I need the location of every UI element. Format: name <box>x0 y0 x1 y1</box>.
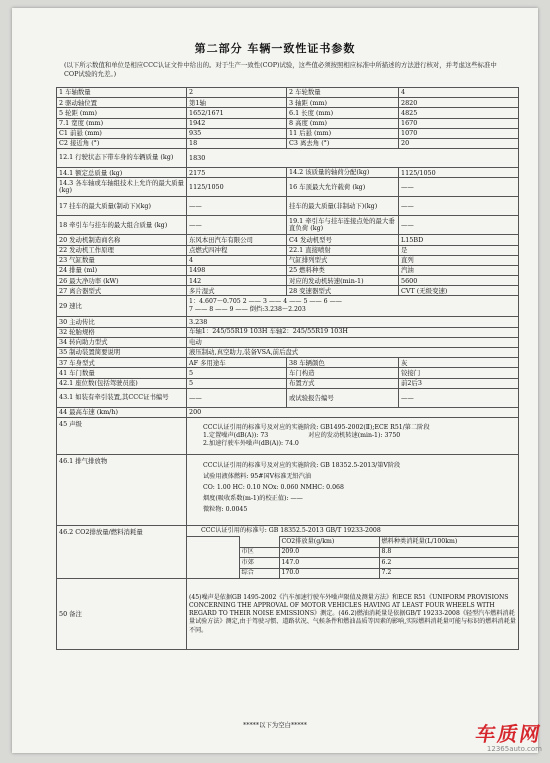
param-label: 34 转向助力型式 <box>57 337 187 347</box>
param-value: 多片湿式 <box>187 286 287 296</box>
param-value: 1670 <box>399 118 519 128</box>
param-value: CVT (无级变速) <box>399 286 519 296</box>
param-label: 38 车辆颜色 <box>287 358 399 368</box>
fuel-value: 6.2 <box>379 558 519 569</box>
param-label: 19.1 牵引车与挂车连接点处的最大垂直负荷 (kg) <box>287 216 399 235</box>
table-row <box>57 265 519 275</box>
param-value: AF 多用途车 <box>187 358 287 368</box>
noise-values <box>187 417 519 454</box>
table-row <box>57 348 519 358</box>
param-label: 11 后悬 (mm) <box>287 128 399 138</box>
gear-ratio-line2: 7 —— 8 —— 9 —— 倒挡:3.238～2.203 <box>189 306 306 314</box>
noise-line <box>189 432 516 440</box>
param-label: 17 挂车的最大质量(制动下)(kg) <box>57 197 187 216</box>
table-row <box>57 149 519 168</box>
param-label: 20 发动机制造商名称 <box>57 235 187 245</box>
param-value: 第1轴 <box>187 98 287 108</box>
param-label: 5 轮距 (mm) <box>57 108 187 118</box>
param-label: 挂车的最大质量(非制动下)(kg) <box>287 197 399 216</box>
param-value: —— <box>187 216 287 235</box>
param-value: 1125/1050 <box>399 168 519 178</box>
co2-row-label: 市郊 <box>239 558 279 569</box>
param-value: 18 <box>187 138 287 148</box>
co2-row <box>187 558 519 569</box>
param-value: 直列 <box>399 255 519 265</box>
param-value: 4 <box>187 255 287 265</box>
param-value: —— <box>399 216 519 235</box>
table-row <box>57 138 519 148</box>
param-label: 气缸排列型式 <box>287 255 399 265</box>
param-value: 5 <box>187 378 287 388</box>
param-label: 37 车身型式 <box>57 358 187 368</box>
param-label: C1 前悬 (mm) <box>57 128 187 138</box>
param-label: 22.1 直接喷射 <box>287 245 399 255</box>
param-value: 铰接门 <box>399 368 519 378</box>
param-value: 车轴1：245/55R19 103H 车轴2：245/55R19 103H <box>187 327 519 337</box>
watermark <box>473 718 544 753</box>
param-value: 4 <box>399 88 519 98</box>
watermark-url: 12365auto.com <box>486 745 542 753</box>
table-row <box>57 337 519 347</box>
emission-values: CO: 1.00 HC: 0.10 NOx: 0.060 NMHC: 0.068 <box>203 484 344 492</box>
table-row <box>57 235 519 245</box>
table-row <box>57 407 519 417</box>
table-row <box>57 368 519 378</box>
table-row <box>57 88 519 98</box>
param-label: 18 牵引车与挂车的最大组合质量 (kg) <box>57 216 187 235</box>
page-title: 第二部分 车辆一致性证书参数 <box>194 42 356 55</box>
param-label: 或试验报告编号 <box>287 388 399 407</box>
table-row <box>57 98 519 108</box>
fuel-value: 7.2 <box>379 568 519 578</box>
co2-header-row <box>187 536 519 547</box>
certificate-page <box>12 8 538 753</box>
co2-table <box>187 536 519 578</box>
param-value: 2175 <box>187 168 287 178</box>
table-row <box>57 327 519 337</box>
param-value: 1652/1671 <box>187 108 287 118</box>
blank-below-note: *****以下为空白***** <box>243 721 307 729</box>
table-row <box>57 417 519 454</box>
table-row <box>57 168 519 178</box>
param-label: 23 气缸数量 <box>57 255 187 265</box>
param-label: 6.1 长度 (mm) <box>287 108 399 118</box>
param-value: 5600 <box>399 276 519 286</box>
param-value: 灰 <box>399 358 519 368</box>
test-fuel: 试验用液体燃料: 95#国Ⅴ标准无铅汽油 <box>203 473 312 481</box>
table-row <box>57 286 519 296</box>
param-value: 142 <box>187 276 287 286</box>
param-value: 2 <box>187 88 287 98</box>
param-value: —— <box>399 197 519 216</box>
param-label: 14.2 该质量的轴荷分配(kg) <box>287 168 399 178</box>
param-value: 200 <box>187 407 519 417</box>
gear-ratio-line1: 1：4.607～0.705 2 —— 3 —— 4 —— 5 —— 6 —— <box>189 298 342 306</box>
fuel-col-header: 燃料种类消耗量(L/100km) <box>379 536 519 547</box>
param-value: —— <box>399 388 519 407</box>
noise-standard: CCC认证引用的标准号及对应的实施阶段: GB1495-2002(Ⅱ);ECE R51/第二阶段 <box>203 423 430 431</box>
param-label: 41 车门数量 <box>57 368 187 378</box>
param-label: 32 轮胎规格 <box>57 327 187 337</box>
param-label: 3 轴距 (mm) <box>287 98 399 108</box>
table-row <box>57 118 519 128</box>
param-value: 2820 <box>399 98 519 108</box>
param-value: —— <box>399 178 519 197</box>
param-value: 1125/1050 <box>187 178 287 197</box>
param-label: C3 离去角 (°) <box>287 138 399 148</box>
intro-note: (以下所示数值和单位是相应CCC认证文件中给出的。对于生产一致性(COP)试验，这些值必须按照相应标准中所描述的方法进行核对，并考虑这些标准中COP试验的允差。) <box>64 61 497 78</box>
param-value <box>187 296 519 317</box>
co2-row-label: 市区 <box>239 547 279 558</box>
param-label: 14.3 各车轴或车轴组技术上允许的最大质量 (kg) <box>57 178 187 197</box>
param-value: 1070 <box>399 128 519 138</box>
co2-row <box>187 547 519 558</box>
stationary-noise: 1.定置噪声(dB(A)): 73 <box>203 431 269 439</box>
param-label: 30 主动传比 <box>57 317 187 327</box>
table-row <box>57 525 519 578</box>
fuel-value: 8.8 <box>379 547 519 558</box>
param-label: 2 驱动轴位置 <box>57 98 187 108</box>
table-row <box>57 388 519 407</box>
co2-values <box>187 525 519 578</box>
param-value: 1498 <box>187 265 287 275</box>
param-value: 935 <box>187 128 287 138</box>
param-label: 46.2 CO2排放量/燃料消耗量 <box>57 525 187 578</box>
param-value: —— <box>187 197 287 216</box>
table-row <box>57 378 519 388</box>
param-label: 14.1 额定总质量 (kg) <box>57 168 187 178</box>
param-label: 42.1 座位数(包括驾驶员座) <box>57 378 187 388</box>
watermark-logo: 车质网 <box>473 722 544 746</box>
param-label: 对应的发动机转速(min-1) <box>287 276 399 286</box>
param-label: 50 备注 <box>57 579 187 650</box>
param-label: 25 燃料种类 <box>287 265 399 275</box>
remark-text: (45)噪声是依据GB 1495-2002《汽车加速行驶车外噪声限值及测量方法》和ECE R51《UNIFORM PROVISIONS CONCERNING THE APPROVAL OF MOTOR VEHICLES HAVING AT LEAST FOUR WHEELS WITH REGARD TO THEIR NOISE EMISSIONS》测定。(46.2)燃油消耗量是依据GB/T 19233-2008《轻型汽车燃料消耗量试验方法》测定,由于驾驶习惯、道路状况、气候条件和燃油品质等因素的影响,实际燃料消耗量可能与标识的燃料消耗量不同。 <box>187 579 519 650</box>
param-value: 3.238 <box>187 317 519 327</box>
param-label: C4 发动机型号 <box>287 235 399 245</box>
param-value: 20 <box>399 138 519 148</box>
table-row <box>57 197 519 216</box>
param-label: 27 离合器型式 <box>57 286 187 296</box>
co2-col-header: CO2排放量(g/km) <box>279 536 379 547</box>
param-label: 44 最高车速 (km/h) <box>57 407 187 417</box>
particulate-value: 微粒物: 0.0045 <box>203 506 248 514</box>
param-value: L15BD <box>399 235 519 245</box>
param-label: 16 车顶最大允许载荷 (kg) <box>287 178 399 197</box>
co2-standard: CCC认证引用的标准号: GB 18352.5-2013 GB/T 19233-2008 <box>201 526 381 534</box>
param-value: 前2后3 <box>399 378 519 388</box>
param-label: 26 最大净功率 (kW) <box>57 276 187 286</box>
param-value: 液压制动,真空助力,装备VSA,前后盘式 <box>187 348 519 358</box>
smoke-value: 烟度(吸收系数(m-1)的校正值): —— <box>203 495 303 503</box>
table-row <box>57 178 519 197</box>
param-label: 35 制动装置简要说明 <box>57 348 187 358</box>
table-row <box>57 108 519 118</box>
param-value: 电动 <box>187 337 519 347</box>
param-value: 4825 <box>399 108 519 118</box>
table-row <box>57 358 519 368</box>
co2-value: 170.0 <box>279 568 379 578</box>
param-label: C2 接近角 (°) <box>57 138 187 148</box>
parameter-table <box>56 87 519 650</box>
table-row <box>57 276 519 286</box>
param-label: 22 发动机工作原理 <box>57 245 187 255</box>
param-value: 点燃式四冲程 <box>187 245 287 255</box>
param-label: 46.1 排气排放物 <box>57 454 187 525</box>
param-value: 1942 <box>187 118 287 128</box>
param-value: 东风本田汽车有限公司 <box>187 235 287 245</box>
table-row <box>57 317 519 327</box>
param-label: 7.1 宽度 (mm) <box>57 118 187 128</box>
param-value: 1830 <box>187 149 519 168</box>
co2-value: 209.0 <box>279 547 379 558</box>
param-label: 8 高度 (mm) <box>287 118 399 128</box>
accel-noise: 2.加速行驶车外噪声(dB(A)): 74.0 <box>203 440 299 448</box>
table-row <box>57 296 519 317</box>
co2-row <box>187 568 519 578</box>
co2-value: 147.0 <box>279 558 379 569</box>
exhaust-standard: CCC认证引用的标准号及对应的实施阶段: GB 18352.5-2013/第Ⅴ阶段 <box>203 462 401 470</box>
param-label: 12.1 行驶状态下带车身的车辆质量 (kg) <box>57 149 187 168</box>
param-value: 汽油 <box>399 265 519 275</box>
param-label: 28 变速器型式 <box>287 286 399 296</box>
exhaust-values <box>187 454 519 525</box>
param-label: 2 车轮数量 <box>287 88 399 98</box>
table-row <box>57 454 519 525</box>
co2-row-label: 综合 <box>239 568 279 578</box>
param-label: 24 排量 (ml) <box>57 265 187 275</box>
param-label: 29 速比 <box>57 296 187 317</box>
param-label: 45 声级 <box>57 417 187 454</box>
param-label: 1 车轴数量 <box>57 88 187 98</box>
noise-engine-speed: 对应的发动机转速(min-1): 3750 <box>308 431 401 439</box>
param-label: 43.1 如装有牵引装置,其CCC证书编号 <box>57 388 187 407</box>
table-row <box>57 245 519 255</box>
table-row <box>57 255 519 265</box>
param-value: 是 <box>399 245 519 255</box>
table-row <box>57 128 519 138</box>
table-row <box>57 579 519 650</box>
param-label: 布置方式 <box>287 378 399 388</box>
param-label: 车门构造 <box>287 368 399 378</box>
param-value: —— <box>187 388 287 407</box>
table-row <box>57 216 519 235</box>
param-value: 5 <box>187 368 287 378</box>
